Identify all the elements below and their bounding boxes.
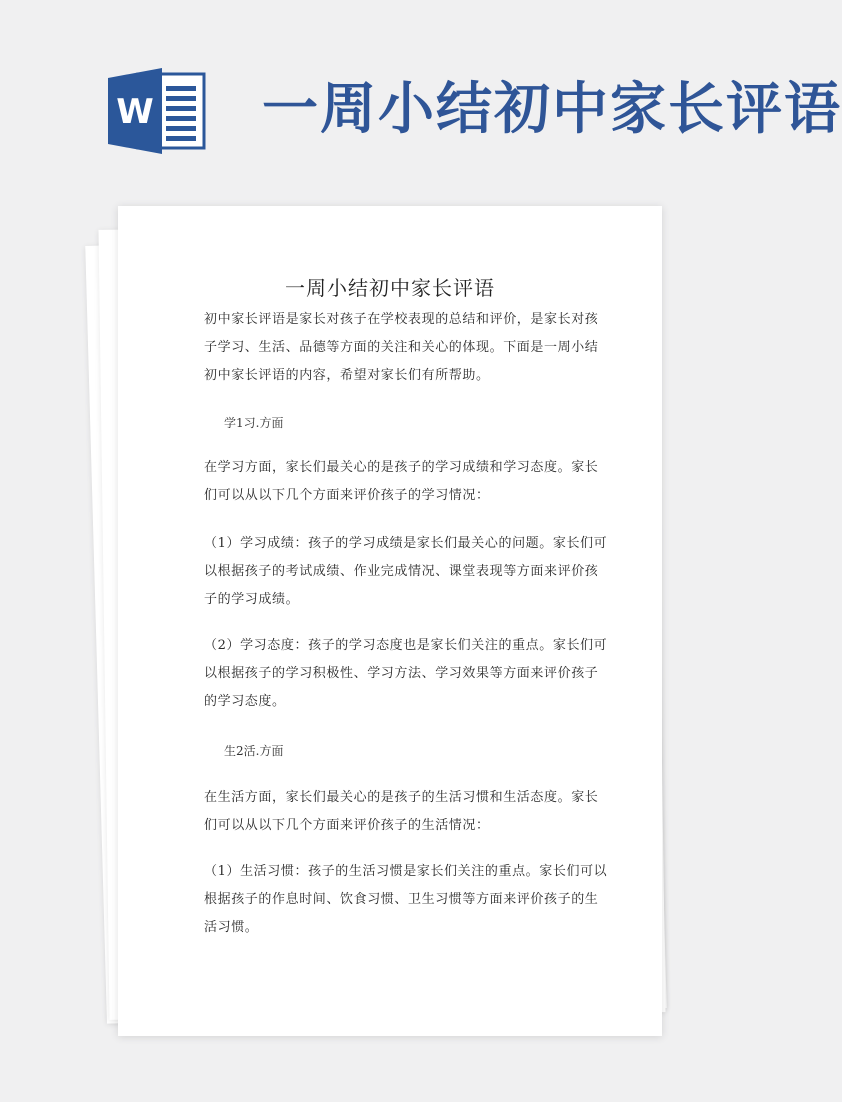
life-lead-paragraph: 在生活方面，家长们最关心的是孩子的生活习惯和生活态度。家长们可以从以下几个方面来评价孩子的生活情况： [204,790,599,833]
study-point-grades: （1）学习成绩：孩子的学习成绩是家长们最关心的问题。家长们可以根据孩子的考试成绩、作业完成情况、课堂表现等方面来评价孩子的学习成绩。 [204,536,608,607]
document-title: 一周小结初中家长评语 [285,276,495,300]
section-heading-life: 生2活.方面 [224,744,284,758]
word-icon [108,68,208,154]
intro-paragraph: 初中家长评语是家长对孩子在学校表现的总结和评价，是家长对孩子学习、生活、品德等方面的关注和关心的体现。下面是一周小结初中家长评语的内容，希望对家长们有所帮助。 [204,312,599,383]
study-lead-paragraph: 在学习方面，家长们最关心的是孩子的学习成绩和学习态度。家长们可以从以下几个方面来评价孩子的学习情况： [204,460,599,503]
document-page [118,206,662,1036]
life-point-habits: （1）生活习惯：孩子的生活习惯是家长们关注的重点。家长们可以根据孩子的作息时间、饮食习惯、卫生习惯等方面来评价孩子的生活习惯。 [204,864,608,935]
section-heading-study: 学1习.方面 [224,416,284,430]
study-point-attitude: （2）学习态度：孩子的学习态度也是家长们关注的重点。家长们可以根据孩子的学习积极性、学习方法、学习效果等方面来评价孩子的学习态度。 [204,638,608,709]
word-logo-letter: W [116,92,154,132]
banner-title: 一周小结初中家长评语 [262,77,842,142]
banner [0,0,842,190]
